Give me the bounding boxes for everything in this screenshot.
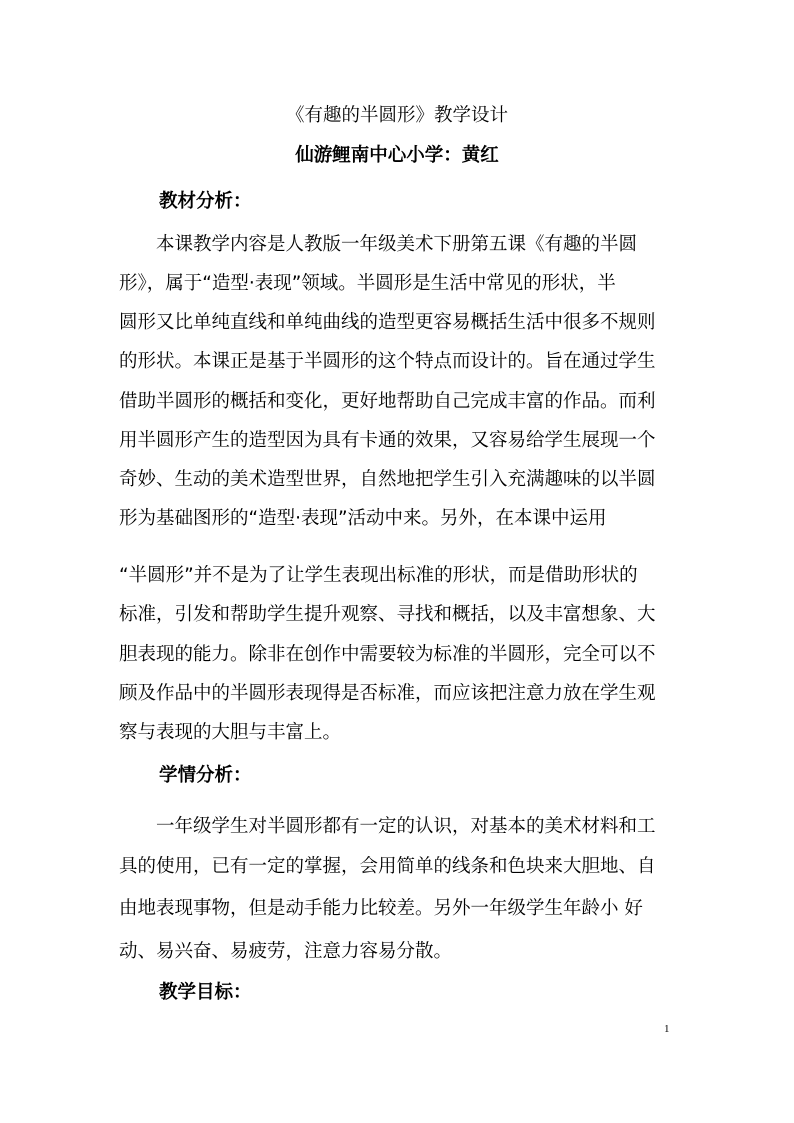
paragraph-line: 动、易兴奋、易疲劳，注意力容易分散。: [119, 941, 453, 962]
paragraph-line: 具的使用，已有一定的掌握，会用简单的线条和色块来大胆地、自: [119, 856, 656, 877]
paragraph-line: 形为基础图形的“造型·表现”活动中来。另外，在本课中运用: [119, 508, 607, 529]
paragraph-line: 的形状。本课正是基于半圆形的这个特点而设计的。旨在通过学生: [119, 351, 656, 372]
paragraph-line: 顾及作品中的半圆形表现得是否标准，而应该把注意力放在学生观: [119, 683, 656, 704]
paragraph-line: 用半圆形产生的造型因为具有卡通的效果，又容易给学生展现一个: [119, 430, 656, 451]
section-heading-student-analysis: 学情分析：: [159, 765, 252, 786]
paragraph-line: 胆表现的能力。除非在创作中需要较为标准的半圆形，完全可以不: [119, 644, 656, 665]
paragraph-line: 由地表现事物，但是动手能力比较差。另外一年级学生年龄小 好: [119, 898, 643, 919]
section-heading-teaching-objectives: 教学目标：: [159, 982, 252, 1003]
paragraph-line: 借助半圆形的概括和变化，更好地帮助自己完成丰富的作品。而利: [119, 391, 656, 412]
paragraph-line: 本课教学内容是人教版一年级美术下册第五课《有趣的半圆: [119, 234, 638, 255]
page-number: 1: [664, 1023, 670, 1035]
paragraph-line: 察与表现的大胆与丰富上。: [119, 722, 342, 743]
paragraph-line: “半圆形”并不是为了让学生表现出标准的形状，而是借助形状的: [119, 565, 638, 586]
paragraph-line: 形》，属于“造型·表现”领域。半圆形是生活中常见的形状，半: [119, 273, 616, 294]
section-heading-textbook-analysis: 教材分析：: [159, 191, 252, 212]
document-author: 仙游鲤南中心小学：黄红: [295, 145, 499, 166]
paragraph-line: 标准，引发和帮助学生提升观察、寻找和概括，以及丰富想象、大: [119, 604, 656, 625]
paragraph-line: 圆形又比单纯直线和单纯曲线的造型更容易概括生活中很多不规则: [119, 312, 656, 333]
paragraph-line: 奇妙、生动的美术造型世界，自然地把学生引入充满趣味的以半圆: [119, 469, 656, 490]
paragraph-line: 一年级学生对半圆形都有一定的认识，对基本的美术材料和工: [119, 816, 656, 837]
document-title: 《有趣的半圆形》教学设计: [285, 105, 508, 126]
